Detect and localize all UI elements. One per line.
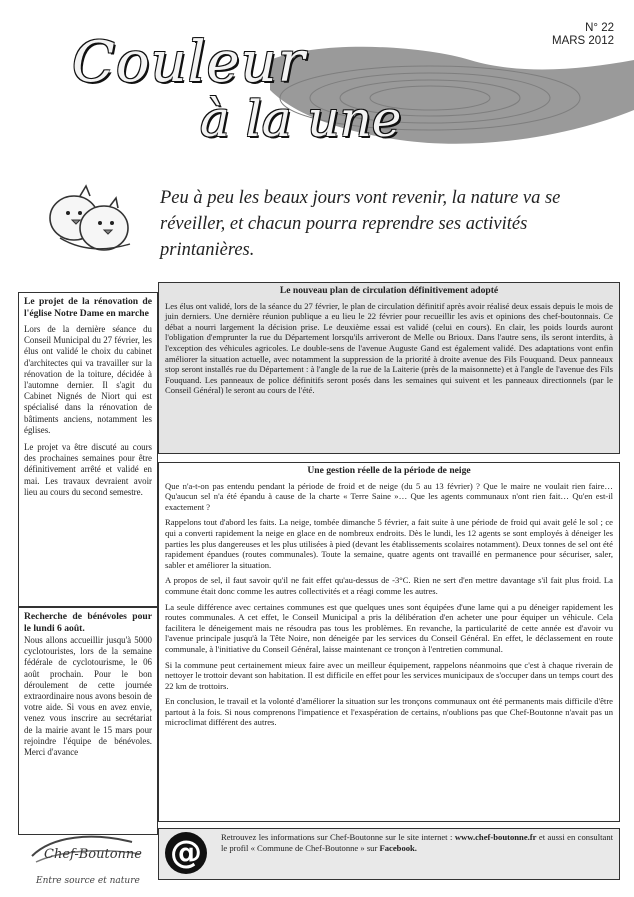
website-link[interactable]: www.chef-boutonne.fr	[454, 832, 537, 842]
issue-number: N° 22	[585, 22, 614, 34]
article-neige-paragraph: A propos de sel, il faut savoir qu'il ne fait effet qu'au-dessus de -3°C. Rien ne sert d'en mettre davantage s'il fait plus froid. La commune était donc comme les autres collectivités et a réagi comme les autres.	[165, 575, 613, 596]
masthead-subtitle: à la une	[200, 90, 402, 148]
at-icon: @	[165, 832, 207, 874]
article-benevoles-body: Nous allons accueillir jusqu'à 5000 cyclotouristes, lors de la semaine fédérale de cyclotourisme, le 06 août prochain. Pour le bon déroulement de cette journée extraordinaire nous avons besoin de votre aide. Si vous en avez envie, venez vous inscrire au secrétariat de la mairie avant le 15 mars pour rejoindre l'équipe de bénévoles. Merci d'avance	[24, 635, 152, 758]
article-neige-paragraph: Que n'a-t-on pas entendu pendant la période de froid et de neige (du 5 au 13 février) ? Que le maire ne voulait rien faire… Qu'aucun sel n'a été épandu à cause de la charte « Terre Saine »… Que les agents communaux n'ont rien fait… Qu'en est-il exactement ?	[165, 480, 613, 512]
logo-name: Chef-Boutonne	[44, 847, 142, 862]
masthead-title: Couleur	[72, 30, 306, 95]
article-neige-paragraph: Si la commune peut certainement mieux faire avec un meilleur équipement, rappelons néanmoins que c'est à chaque riverain de nettoyer le trottoir devant son habitation. Il est difficile en effet pour les services municipaux de s'occuper dans un temps court des 22 km de trottoirs.	[165, 659, 613, 691]
article-circulation-heading: Le nouveau plan de circulation définitivement adopté	[279, 285, 499, 296]
footer-text: Retrouvez les informations sur Chef-Boutonne sur le site internet :	[221, 832, 455, 842]
footer-info	[158, 828, 620, 880]
article-neige-paragraph: En conclusion, le travail et la volonté d'améliorer la situation sur les tronçons communaux ont été permanents mais difficile d'être partout à la fois. Si nous comprenons l'impatience et l'exaspération de certains, n'oublions pas que Chef-Boutonne n'avait pas un microclimat différent des autres.	[165, 696, 613, 728]
article-circulation	[158, 282, 620, 454]
chef-boutonne-logo	[22, 828, 152, 888]
article-circulation-body: Les élus ont validé, lors de la séance du 27 février, le plan de circulation définitif après avoir réalisé deux essais depuis le mois de juin derniers. Une dernière réunion publique a eu lieu le 22 février pour recueillir les avis et opinions des chef-boutonnais. Ce débat a nourri largement la décision prise. Le deuxième essai est validé (celui en cours). En clair, les poids lourds auront l'obligation d'emprunter la rue du Département lorsqu'ils arriveront de Melle ou Brioux. Dans l'autre sens, ils seront interdits, à l'exception des véhicules agricoles. Le double-sens de l'avenue Auguste Gand est également validé. Des adaptations vont enfin améliorer la situation actuelle, avec notamment la suppression de la priorité à droite avenue des Fils Fouquand. Deux panneaux stop seront installés rue du Département : à l'angle de la rue de la Laiterie (près de la maisonnette) et à l'angle de l'avenue des Fils Fouquand. Les panneaux de police définitifs seront posés dans les semaines qui suivent et les panneaux directionnels (par le Conseil Général) le seront au cours de l'été.	[165, 300, 613, 396]
article-neige-heading: Une gestion réelle de la période de neige	[307, 465, 471, 476]
article-neige-paragraph: Rappelons tout d'abord les faits. La neige, tombée dimanche 5 février, a fait suite à une période de froid qui avait gelé le sol ; ce qui a converti rapidement la neige en glace en de nombreux endroits. Dès le lundi, les 12 agents se sont employés à déneiger les parties les plus dangereuses et les plus utilisées à pied (devant les établissements scolaires notamment). Deux tonnes de sel ont été rapidement épandues (routes communales). Toute la semaine, quatre agents ont travaillé en permanence pour sécuriser, saler, sabler et améliorer la situation.	[165, 517, 613, 570]
article-benevoles	[18, 607, 158, 835]
logo-tagline: Entre source et nature	[36, 876, 140, 886]
article-eglise-heading: Le projet de la rénovation de l'église Notre Dame en marche	[24, 296, 152, 319]
intro-text: Peu à peu les beaux jours vont revenir, la nature va se réveiller, et chacun pourra reprendre ses activités printanières.	[160, 188, 561, 260]
issue-info	[552, 22, 614, 48]
article-neige-paragraph: La seule différence avec certaines communes est que quelques unes sont équipées d'une lame qui a pu déneiger rapidement les routes communales. A cet effet, le Conseil Municipal a pris la délibération d'en acheter une pour équiper un véhicule. Cela facilitera le déneigement mais ne résoudra pas tous les problèmes. En revanche, la particularité de cette année est d'avoir vu l'avenue principale jusqu'à la Tête Noire, non déneigée par les services du Conseil Général. En effet, le déclassement en route communale, à l'initiative du Conseil Général, laisse maintenant ce tronçon à l'entretien communal.	[165, 601, 613, 654]
facebook-link[interactable]: Facebook.	[379, 842, 417, 853]
article-eglise	[18, 292, 158, 607]
article-neige	[158, 462, 620, 822]
birds-illustration	[40, 178, 140, 260]
article-benevoles-heading: Recherche de bénévoles pour le lundi 6 août.	[24, 611, 152, 634]
article-eglise-paragraph: Lors de la dernière séance du Conseil Municipal du 27 février, les élus ont validé le choix du cabinet d'architectes qui va travailler sur la rénovation de la toiture, décidée à l'automne dernier. Il s'agit du Cabinet Nignés de Niort qui est spécialisé dans la rénovation de bâtiments anciens, notamment les églises.	[24, 324, 152, 435]
issue-date: MARS 2012	[551, 35, 614, 47]
article-eglise-paragraph: Le projet va être discuté au cours des prochaines semaines pour être définitivement arrêté et validé en mai. Les travaux devraient avoir lieu au cours du second semestre.	[24, 442, 152, 497]
footer-text: et aussi en consultant le profil « Commune de Chef-Boutonne » sur	[221, 832, 614, 853]
